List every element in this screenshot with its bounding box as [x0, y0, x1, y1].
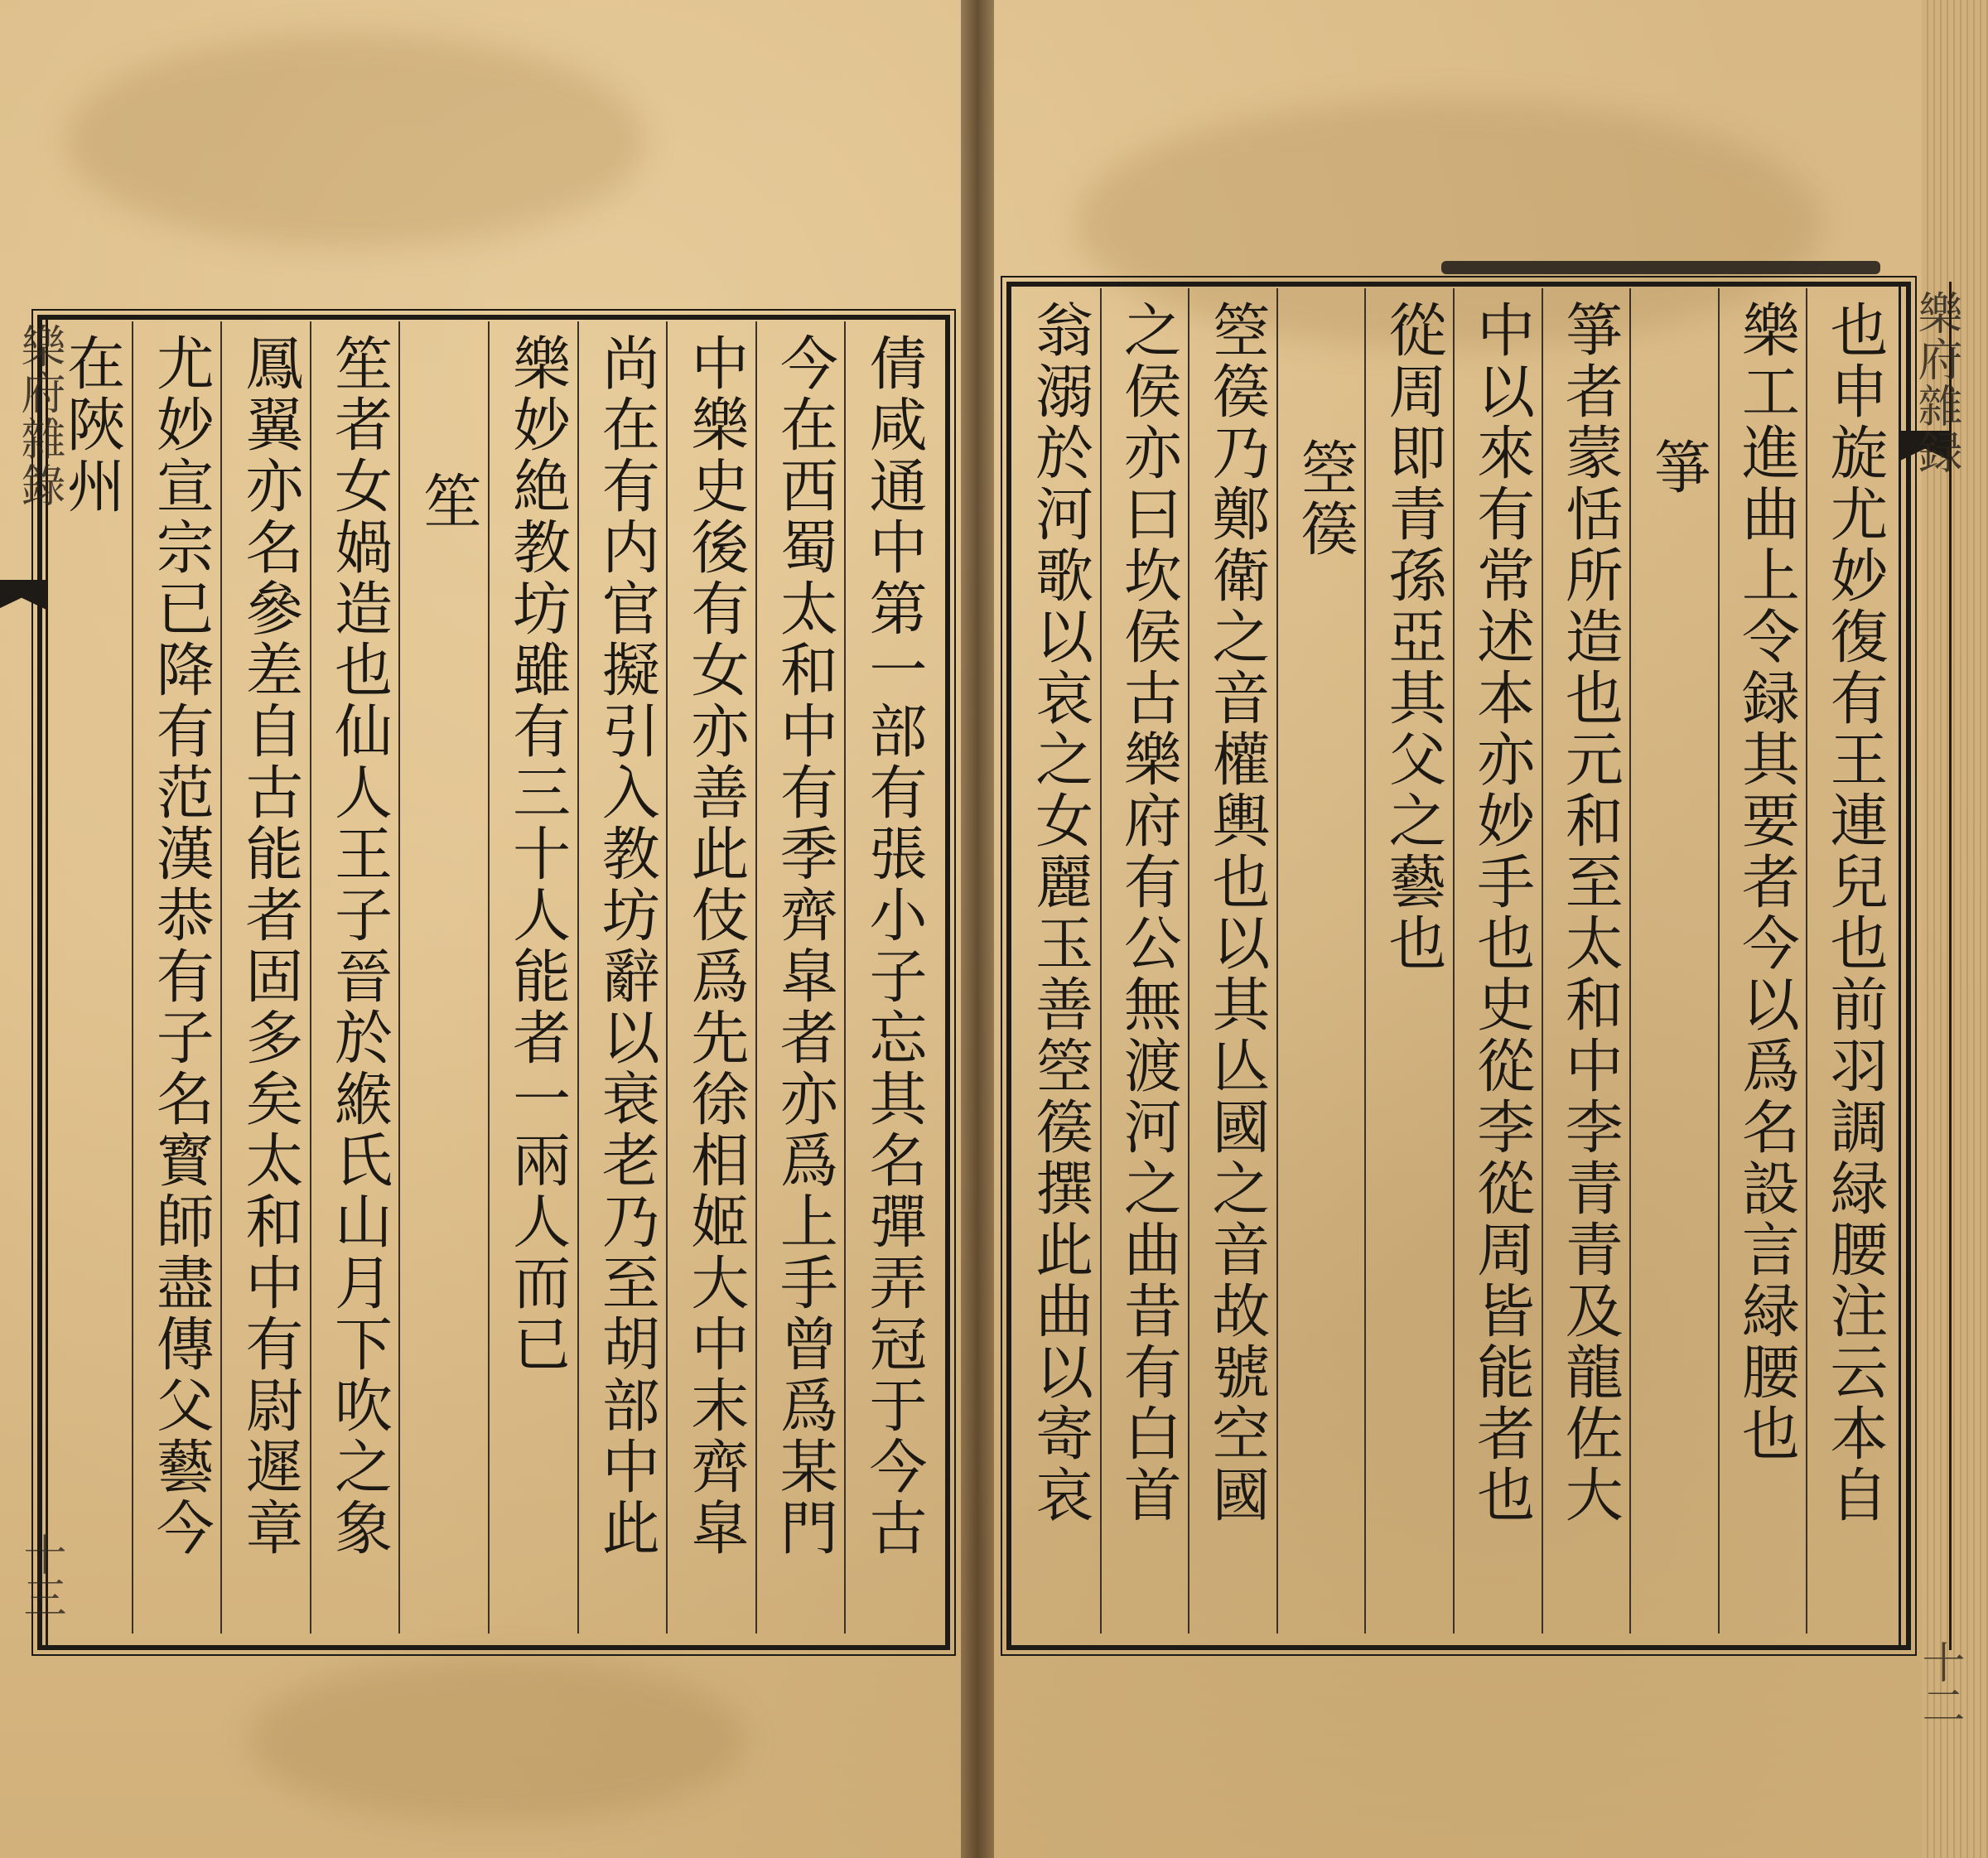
right-center-margin: [1899, 282, 1952, 1650]
left-page-text: [44, 321, 934, 1634]
text-column: 今在西蜀太和中有季齊皐者亦爲上手曾爲某門: [755, 321, 845, 1634]
text-column: 在陜州: [57, 333, 126, 517]
text-column: 箏者蒙恬所造也元和至太和中李青青及龍佐大: [1542, 288, 1630, 1634]
text-column: 笙者女媧造也仙人王子晉於緱氏山月下吹之象: [310, 321, 399, 1634]
text-column: 也申旋尤妙復有王連兒也前羽調緑腰注云本自: [1806, 288, 1894, 1634]
text-column: 箜篌乃鄭衛之音權輿也以其亾國之音故號空國: [1188, 288, 1276, 1634]
section-heading-sheng: 笙: [398, 321, 488, 1634]
right-margin-title: 樂府雜録: [1911, 290, 1963, 475]
paper-stain: [66, 33, 646, 249]
ink-smudge: [1441, 261, 1880, 274]
text-column: 中樂史後有女亦善此伎爲先徐相姬大中末齊皐: [666, 321, 755, 1634]
text-column: 樂妙絶教坊雖有三十人能者一兩人而已: [488, 321, 577, 1634]
book-gutter: [961, 0, 994, 1858]
text-column: 樂工進曲上令録其要者今以爲名設言緑腰也: [1718, 288, 1807, 1634]
text-column: 中以來有常述本亦妙手也史從李從周皆能者也: [1453, 288, 1542, 1634]
right-page-text: [1013, 288, 1894, 1634]
paper-stain: [248, 1657, 746, 1822]
text-column: 鳳翼亦名參差自古能者固多矣太和中有尉遲章: [220, 321, 310, 1634]
text-column: 尤妙宣宗已降有范漢恭有子名寳師盡傳父藝今: [132, 321, 221, 1634]
section-heading-zheng: 箏: [1629, 288, 1718, 1634]
text-column: 從周即青孫亞其父之藝也: [1364, 288, 1453, 1634]
text-column: 尚在有内官擬引入教坊辭以衰老乃至胡部中此: [577, 321, 667, 1634]
text-column: 倩咸通中第一部有張小子忘其名彈弄冠于今古: [844, 321, 934, 1634]
section-heading-konghou: 箜篌: [1276, 288, 1365, 1634]
text-column: 翁溺於河歌以哀之女麗玉善箜篌撰此曲以寄哀: [1025, 300, 1094, 1526]
left-center-margin: [0, 315, 48, 1650]
right-folio-number: 十二: [1914, 1640, 1964, 1726]
left-margin-title: 樂府雜錄: [14, 323, 66, 509]
text-column: 之侯亦曰坎侯古樂府有公無渡河之曲昔有白首: [1100, 288, 1189, 1634]
left-folio-number: 十三: [16, 1532, 65, 1619]
